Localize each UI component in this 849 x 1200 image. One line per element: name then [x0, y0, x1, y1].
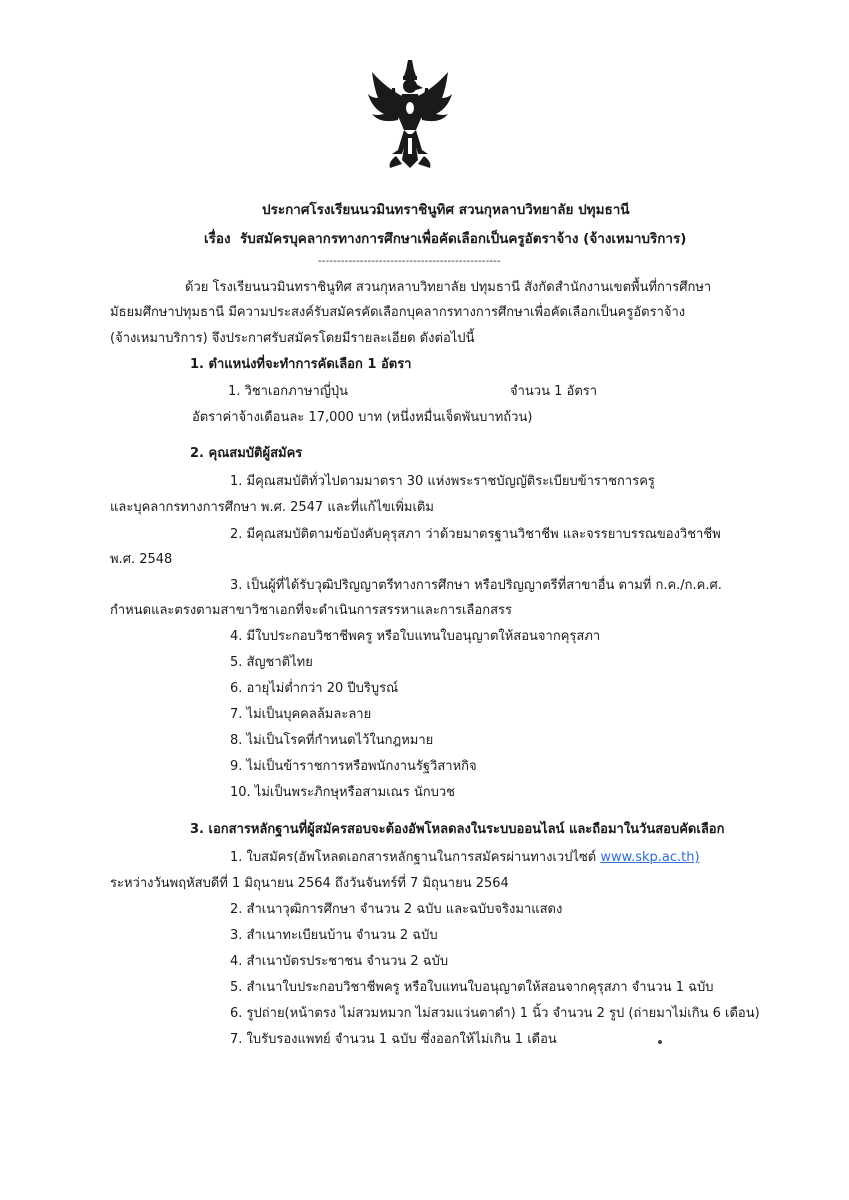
document-item: 4. สำเนาบัตรประชาชน จำนวน 2 ฉบับ [230, 954, 449, 969]
qualification-1-line-1: 1. มีคุณสมบัติทั่วไปตามมาตรา 30 แห่งพระราชบัญญัติระเบียบข้าราชการครู [230, 474, 655, 489]
salary-line: อัตราค่าจ้างเดือนละ 17,000 บาท (หนึ่งหมื่นเจ็ดพันบาทถ้วน) [192, 410, 533, 425]
school-website-link[interactable]: www.skp.ac.th) [600, 850, 700, 865]
subject-line [204, 231, 686, 247]
document-item: 3. สำเนาทะเบียนบ้าน จำนวน 2 ฉบับ [230, 928, 438, 943]
document-1-line-1 [230, 850, 700, 866]
position-count: จำนวน 1 อัตรา [510, 384, 598, 399]
qualification-item: 6. อายุไม่ต่ำกว่า 20 ปีบริบูรณ์ [230, 681, 399, 696]
section-3-heading: 3. เอกสารหลักฐานที่ผู้สมัครสอบจะต้องอัพโหลดลงในระบบออนไลน์ และถือมาในวันสอบคัดเลือก [190, 822, 725, 837]
intro-line-1: ด้วย โรงเรียนนวมินทราชินูทิศ สวนกุหลาบวิทยาลัย ปทุมธานี สังกัดสำนักงานเขตพื้นที่การศึกษา [185, 280, 712, 295]
qualification-item: 4. มีใบประกอบวิชาชีพครู หรือใบแทนใบอนุญาตให้สอนจากคุรุสภา [230, 629, 601, 644]
subject-text: รับสมัครบุคลากรทางการศึกษาเพื่อคัดเลือกเป็นครูอัตราจ้าง (จ้างเหมาบริการ) [239, 231, 687, 247]
document-item: 6. รูปถ่าย(หน้าตรง ไม่สวมหมวก ไม่สวมแว่นตาดำ) 1 นิ้ว จำนวน 2 รูป (ถ่ายมาไม่เกิน 6 เดือน) [230, 1006, 760, 1021]
title-divider: ------------------------------------------------ [318, 256, 501, 267]
document-item: 5. สำเนาใบประกอบวิชาชีพครู หรือใบแทนใบอนุญาตให้สอนจากคุรุสภา จำนวน 1 ฉบับ [230, 980, 714, 995]
document-item: 7. ใบรับรองแพทย์ จำนวน 1 ฉบับ ซึ่งออกให้ไม่เกิน 1 เดือน [230, 1032, 557, 1047]
document-1-text: 1. ใบสมัคร(อัพโหลดเอกสารหลักฐานในการสมัครผ่านทางเวปไซต์ [230, 850, 597, 865]
qualification-item: 7. ไม่เป็นบุคคลล้มละลาย [230, 707, 372, 722]
qualification-1-line-2: และบุคลากรทางการศึกษา พ.ศ. 2547 และที่แก้ไขเพิ่มเติม [110, 500, 434, 515]
scan-speck [658, 1040, 662, 1044]
intro-line-3: (จ้างเหมาบริการ) จึงประกาศรับสมัครโดยมีรายละเอียด ดังต่อไปนี้ [110, 331, 475, 346]
qualification-2-line-1: 2. มีคุณสมบัติตามข้อบังคับคุรุสภา ว่าด้วยมาตรฐานวิชาชีพ และจรรยาบรรณของวิชาชีพ [230, 527, 721, 542]
subject-label: เรื่อง [204, 231, 231, 247]
qualification-item: 9. ไม่เป็นข้าราชการหรือพนักงานรัฐวิสาหกิจ [230, 759, 477, 774]
qualification-3-line-1: 3. เป็นผู้ที่ได้รับวุฒิปริญญาตรีทางการศึกษา หรือปริญญาตรีที่สาขาอื่น ตามที่ ก.ค./ก.ค.ศ. [230, 578, 722, 593]
position-subject: 1. วิชาเอกภาษาญี่ปุ่น [228, 384, 349, 399]
qualification-item: 8. ไม่เป็นโรคที่กำหนดไว้ในกฎหมาย [230, 733, 434, 748]
qualification-2-line-2: พ.ศ. 2548 [110, 552, 173, 567]
section-1-heading: 1. ตำแหน่งที่จะทำการคัดเลือก 1 อัตรา [190, 357, 412, 372]
document-1-line-2: ระหว่างวันพฤหัสบดีที่ 1 มิถุนายน 2564 ถึงวันจันทร์ที่ 7 มิถุนายน 2564 [110, 876, 509, 891]
garuda-emblem-icon [368, 58, 452, 170]
section-2-heading: 2. คุณสมบัติผู้สมัคร [190, 446, 303, 461]
qualification-item: 10. ไม่เป็นพระภิกษุหรือสามเณร นักบวช [230, 785, 455, 800]
qualification-item: 5. สัญชาติไทย [230, 655, 313, 670]
document-item: 2. สำเนาวุฒิการศึกษา จำนวน 2 ฉบับ และฉบับจริงมาแสดง [230, 902, 563, 917]
announcement-title: ประกาศโรงเรียนนวมินทราชินูทิศ สวนกุหลาบวิทยาลัย ปทุมธานี [262, 202, 630, 218]
intro-line-2: มัธยมศึกษาปทุมธานี มีความประสงค์รับสมัครคัดเลือกบุคลากรทางการศึกษาเพื่อคัดเลือกเป็นครูอัตราจ้าง [110, 305, 686, 320]
qualification-3-line-2: กำหนดและตรงตามสาขาวิชาเอกที่จะดำเนินการสรรหาและการเลือกสรร [110, 603, 512, 618]
